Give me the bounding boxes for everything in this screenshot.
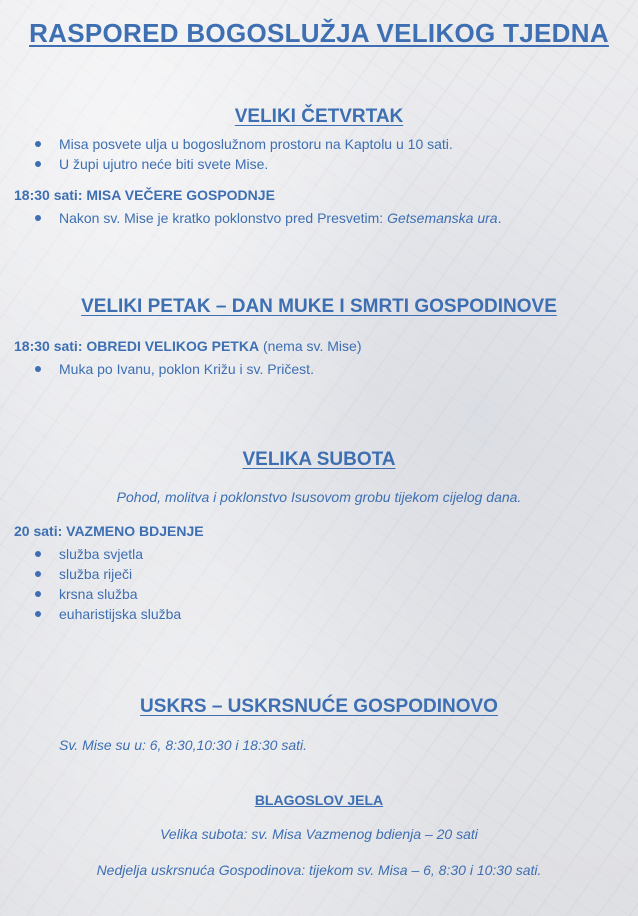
list-item: krsna služba [0, 584, 181, 604]
blessing-saturday: Velika subota: sv. Misa Vazmenog bdienja – 20 sati [160, 826, 478, 842]
event-time: 18:30 sati [14, 338, 78, 354]
bullet-icon [35, 215, 41, 221]
saturday-event [14, 523, 204, 539]
list-item: euharistijska služba [0, 604, 181, 624]
bullet-icon [35, 591, 41, 597]
event-name: : OBREDI VELIKOG PETKA [77, 338, 260, 354]
blessing-sunday: Nedjelja uskrsnuća Gospodinova: tijekom sv. Misa – 6, 8:30 i 10:30 sati. [96, 862, 542, 878]
event-time: 20 sati [14, 523, 58, 539]
list-item: Muka po Ivanu, poklon Križu i sv. Pričest. [0, 359, 314, 379]
thursday-event [14, 187, 275, 203]
page-title: RASPORED BOGOSLUŽJA VELIKOG TJEDNA [29, 18, 609, 48]
friday-bullets [0, 359, 314, 379]
saturday-note: Pohod, molitva i poklonstvo Isusovom grobu tijekom cijelog dana. [116, 489, 522, 505]
list-item: služba svjetla [0, 544, 181, 564]
bullet-icon [35, 141, 41, 147]
event-note: (nema sv. Mise) [259, 338, 362, 354]
blessing-heading: BLAGOSLOV JELA [254, 792, 384, 808]
easter-masses: Sv. Mise su u: 6, 8:30,10:30 i 18:30 sati. [59, 737, 307, 753]
bullet-icon [35, 551, 41, 557]
saturday-heading: VELIKA SUBOTA [242, 449, 396, 470]
event-time: 18:30 sati [14, 187, 78, 203]
easter-heading: USKRS – USKRSNUĆE GOSPODINOVO [140, 696, 498, 717]
list-item: Misa posvete ulja u bogoslužnom prostoru na Kaptolu u 10 sati. [0, 134, 453, 154]
list-item: U župi ujutro neće biti svete Mise. [0, 154, 453, 174]
event-name: : MISA VEČERE GOSPODNJE [77, 187, 275, 203]
saturday-bullets [0, 544, 181, 624]
bullet-icon [35, 611, 41, 617]
friday-heading: VELIKI PETAK – DAN MUKE I SMRTI GOSPODINOVE [81, 296, 557, 317]
friday-event [14, 338, 362, 354]
bullet-icon [35, 571, 41, 577]
list-item: Nakon sv. Mise je kratko poklonstvo pred Presvetim: Getsemanska ura. [0, 208, 501, 228]
thursday-bullets [0, 134, 453, 174]
thursday-event-bullets [0, 208, 501, 228]
bullet-icon [35, 161, 41, 167]
list-item: služba riječi [0, 564, 181, 584]
thursday-heading: VELIKI ČETVRTAK [234, 106, 404, 127]
event-name: : VAZMENO BDJENJE [57, 523, 204, 539]
bullet-icon [35, 366, 41, 372]
